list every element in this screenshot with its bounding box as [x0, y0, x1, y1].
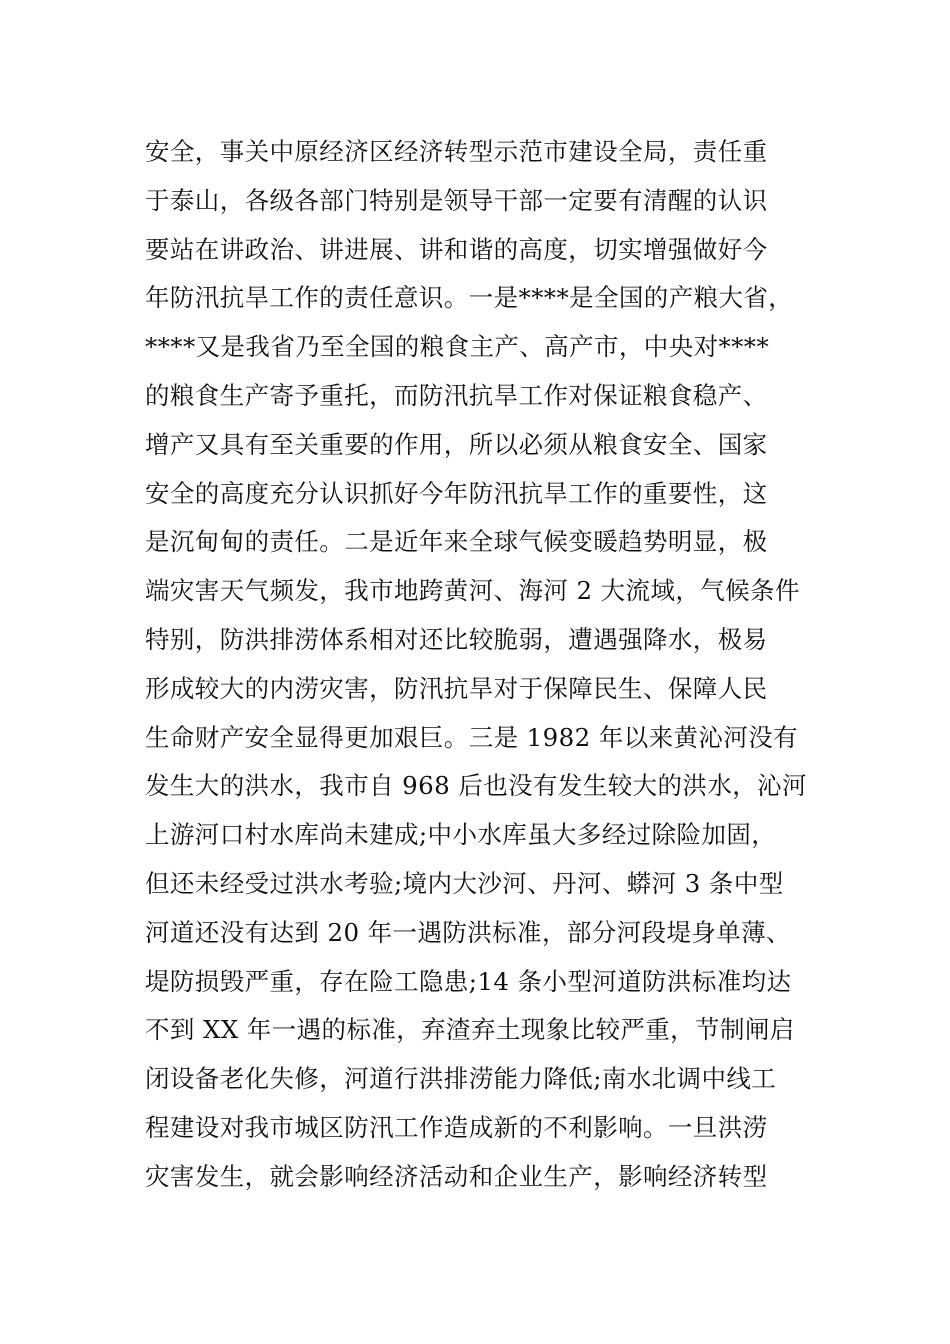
- text-line-5: ****又是我省乃至全国的粮食主产、高产市，中央对****: [145, 332, 770, 362]
- text-line-7: 增产又具有至关重要的作用，所以必须从粮食安全、国家: [145, 429, 768, 459]
- text-line-3: 要站在讲政治、讲进展、讲和谐的高度，切实增强做好今: [145, 234, 768, 264]
- text-line-21: 程建设对我市城区防汛工作造成新的不利影响。一旦洪涝: [145, 1112, 768, 1142]
- text-line-4: 年防汛抗旱工作的责任意识。一是****是全国的产粮大省，: [145, 283, 794, 313]
- text-line-6: 的粮食生产寄予重托，而防汛抗旱工作对保证粮食稳产、: [145, 380, 768, 410]
- text-line-10: 端灾害天气频发，我市地跨黄河、海河 2 大流域，气候条件: [145, 576, 800, 606]
- text-line-14: 发生大的洪水，我市自 968 后也没有发生较大的洪水，沁河: [145, 771, 807, 801]
- text-line-9: 是沉甸甸的责任。二是近年来全球气候变暖趋势明显，极: [145, 527, 768, 557]
- body-paragraph: [145, 128, 825, 1202]
- text-line-11: 特别，防洪排涝体系相对还比较脆弱，遭遇强降水，极易: [145, 624, 768, 654]
- text-line-22: 灾害发生，就会影响经济活动和企业生产，影响经济转型: [145, 1161, 768, 1191]
- text-line-20: 闭设备老化失修，河道行洪排涝能力降低;南水北调中线工: [145, 1064, 777, 1094]
- text-line-16: 但还未经受过洪水考验;境内大沙河、丹河、蟒河 3 条中型: [145, 868, 784, 898]
- text-line-1: 安全，事关中原经济区经济转型示范市建设全局，责任重: [145, 137, 768, 166]
- text-line-17: 河道还没有达到 20 年一遇防洪标准，部分河段堤身单薄、: [145, 917, 791, 947]
- text-line-15: 上游河口村水库尚未建成;中小水库虽大多经过除险加固，: [145, 820, 777, 850]
- text-line-12: 形成较大的内涝灾害，防汛抗旱对于保障民生、保障人民: [145, 673, 768, 703]
- text-line-13: 生命财产安全显得更加艰巨。三是 1982 年以来黄沁河没有: [145, 722, 799, 752]
- text-line-19: 不到 XX 年一遇的标准，弃渣弃土现象比较严重，节制闸启: [145, 1015, 795, 1045]
- text-line-18: 堤防损毁严重，存在险工隐患;14 条小型河道防洪标准均达: [145, 966, 792, 996]
- text-line-2: 于泰山，各级各部门特别是领导干部一定要有清醒的认识: [145, 185, 768, 215]
- text-line-8: 安全的高度充分认识抓好今年防汛抗旱工作的重要性，这: [145, 478, 768, 508]
